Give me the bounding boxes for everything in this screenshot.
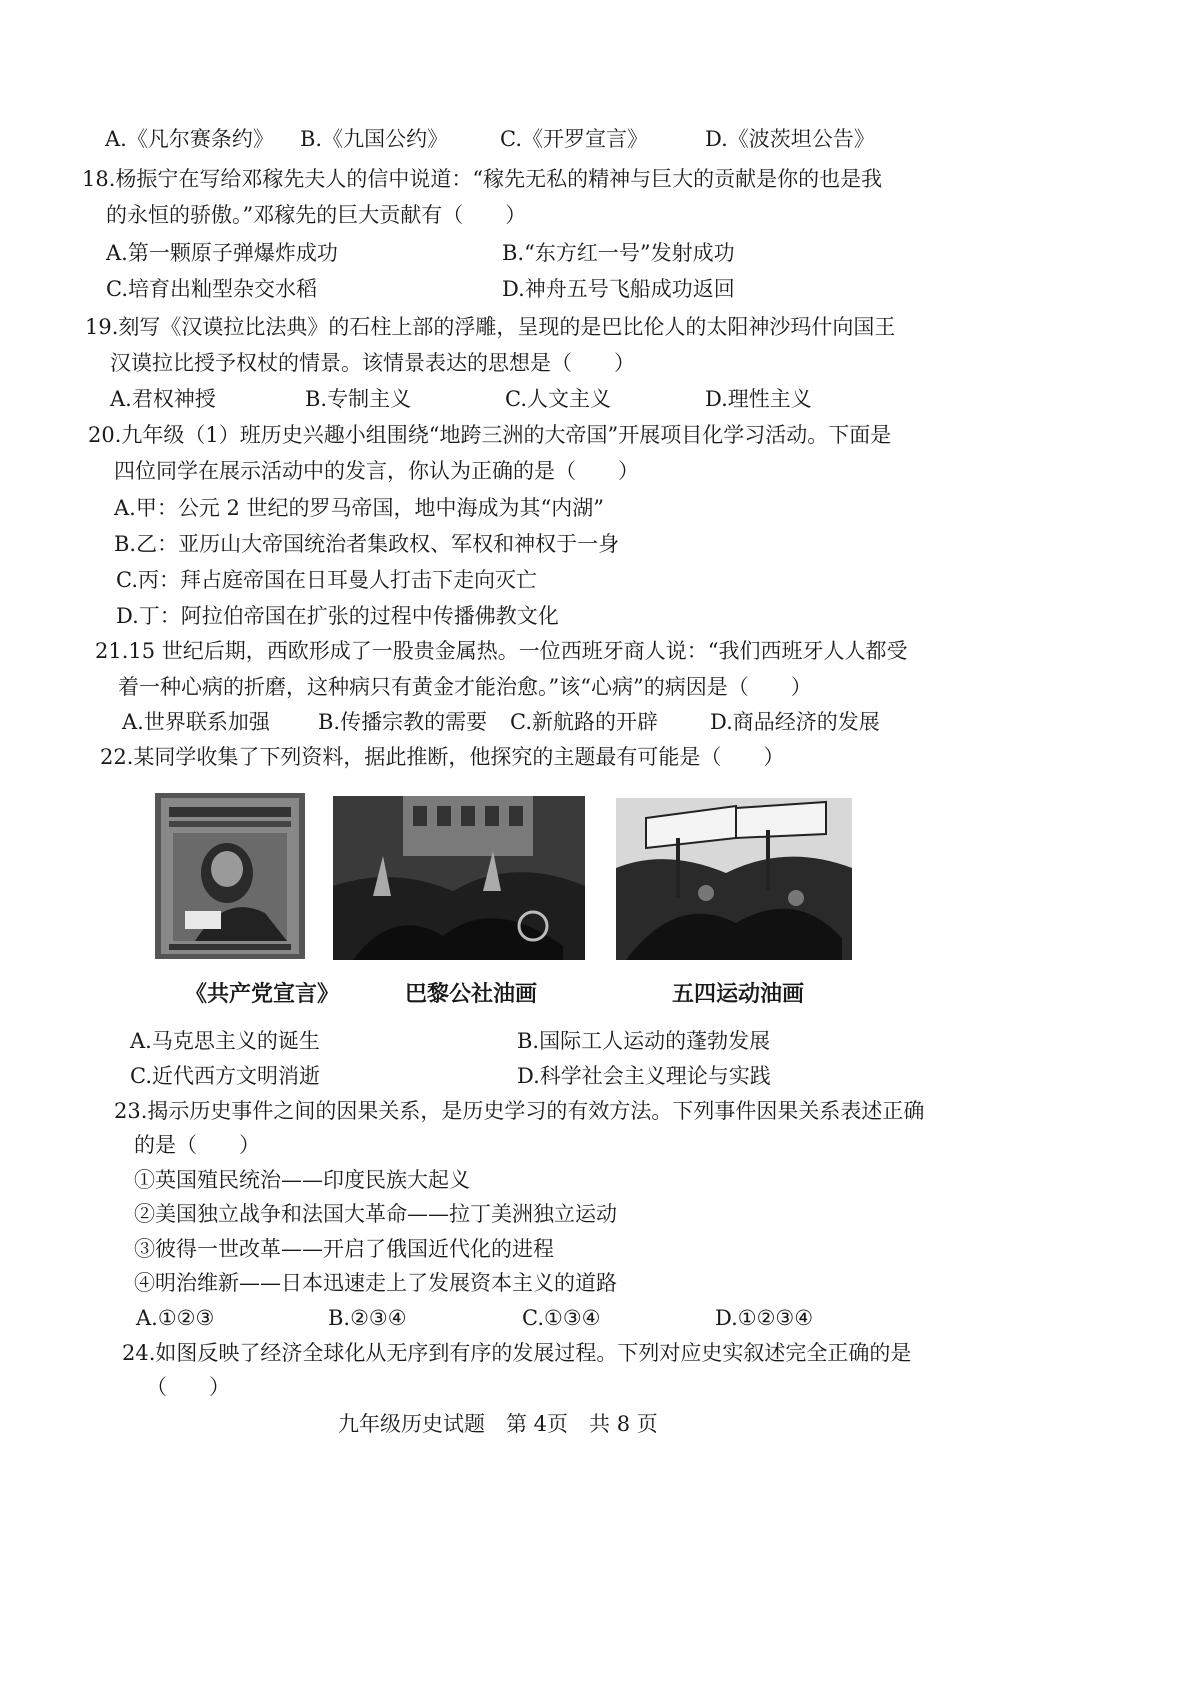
q23-stem-line2: 的是（ ） [134, 1133, 260, 1157]
q23-item-4: ④明治维新——日本迅速走上了发展资本主义的道路 [134, 1271, 617, 1295]
q24-stem-line1: 24.如图反映了经济全球化从无序到有序的发展过程。下列对应史实叙述完全正确的是 [122, 1341, 912, 1365]
q23-option-a: A.①②③ [136, 1306, 215, 1330]
q19-option-d: D.理性主义 [705, 387, 812, 411]
q18-option-d: D.神舟五号飞船成功返回 [502, 277, 735, 301]
q22-option-a: A.马克思主义的诞生 [130, 1029, 320, 1053]
q21-option-b: B.传播宗教的需要 [318, 710, 488, 734]
q21-stem-line1: 21.15 世纪后期，西欧形成了一股贵金属热。一位西班牙商人说：“我们西班牙人人都受 [95, 639, 908, 663]
q18-stem-line2: 的永恒的骄傲。”邓稼先的巨大贡献有（ ） [106, 203, 527, 227]
q22-option-b: B.国际工人运动的蓬勃发展 [517, 1029, 771, 1053]
paris-commune-painting-image [333, 796, 585, 960]
q19-option-b: B.专制主义 [305, 387, 412, 411]
q19-option-a: A.君权神授 [110, 387, 216, 411]
caption-may-fourth: 五四运动油画 [672, 982, 805, 1007]
q19-option-c: C.人文主义 [505, 387, 611, 411]
q23-item-2: ②美国独立战争和法国大革命——拉丁美洲独立运动 [134, 1202, 617, 1226]
q21-option-a: A.世界联系加强 [122, 710, 270, 734]
q23-item-3: ③彼得一世改革——开启了俄国近代化的进程 [134, 1237, 554, 1261]
q22-option-d: D.科学社会主义理论与实践 [517, 1064, 771, 1088]
may-fourth-movement-painting-image [616, 798, 852, 960]
q19-stem-line2: 汉谟拉比授予权杖的情景。该情景表达的思想是（ ） [110, 351, 635, 375]
q23-item-1: ①英国殖民统治——印度民族大起义 [134, 1168, 470, 1192]
q20-option-b: B.乙：亚历山大帝国统治者集政权、军权和神权于一身 [114, 532, 620, 556]
q21-option-c: C.新航路的开辟 [510, 710, 658, 734]
q24-stem-line2: （ ） [146, 1375, 230, 1399]
q20-stem-line1: 20.九年级（1）班历史兴趣小组围绕“地跨三洲的大帝国”开展项目化学习活动。下面是 [88, 423, 892, 447]
q17-option-b: B.《九国公约》 [300, 127, 449, 151]
q23-option-d: D.①②③④ [715, 1306, 814, 1330]
q17-option-d: D.《波茨坦公告》 [705, 127, 875, 151]
q20-option-a: A.甲：公元 2 世纪的罗马帝国，地中海成为其“内湖” [114, 496, 605, 520]
caption-paris-commune: 巴黎公社油画 [405, 982, 538, 1007]
q17-option-c: C.《开罗宣言》 [500, 127, 648, 151]
q21-stem-line2: 着一种心病的折磨，这种病只有黄金才能治愈。”该“心病”的病因是（ ） [118, 675, 812, 699]
q23-stem-line1: 23.揭示历史事件之间的因果关系，是历史学习的有效方法。下列事件因果关系表述正确 [114, 1099, 925, 1123]
q17-option-a: A.《凡尔赛条约》 [105, 127, 274, 151]
caption-communist-manifesto: 《共产党宣言》 [185, 982, 340, 1007]
q20-stem-line2: 四位同学在展示活动中的发言，你认为正确的是（ ） [114, 459, 639, 483]
q18-option-b: B.“东方红一号”发射成功 [502, 241, 735, 265]
q18-option-a: A.第一颗原子弹爆炸成功 [106, 241, 338, 265]
q22-stem: 22.某同学收集了下列资料，据此推断，他探究的主题最有可能是（ ） [100, 745, 785, 769]
page-footer: 九年级历史试题 第 4页 共 8 页 [338, 1412, 658, 1436]
q20-option-d: D.丁：阿拉伯帝国在扩张的过程中传播佛教文化 [116, 604, 559, 628]
q23-option-c: C.①③④ [522, 1306, 601, 1330]
q22-option-c: C.近代西方文明消逝 [130, 1064, 320, 1088]
q23-option-b: B.②③④ [328, 1306, 407, 1330]
q21-option-d: D.商品经济的发展 [710, 710, 880, 734]
communist-manifesto-book-image [155, 793, 305, 959]
q18-stem-line1: 18.杨振宁在写给邓稼先夫人的信中说道：“稼先无私的精神与巨大的贡献是你的也是我 [82, 167, 883, 191]
q18-option-c: C.培育出籼型杂交水稻 [106, 277, 317, 301]
q19-stem-line1: 19.刻写《汉谟拉比法典》的石柱上部的浮雕，呈现的是巴比伦人的太阳神沙玛什向国王 [85, 315, 896, 339]
q20-option-c: C.丙：拜占庭帝国在日耳曼人打击下走向灭亡 [116, 568, 537, 592]
